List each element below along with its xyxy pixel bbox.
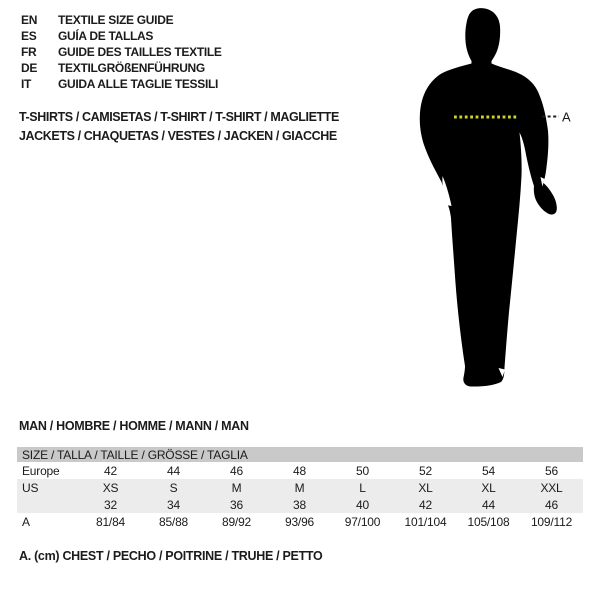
size-table bbox=[17, 447, 583, 530]
language-list bbox=[21, 12, 222, 92]
size-cell: L bbox=[331, 479, 394, 496]
row-label: A bbox=[22, 514, 30, 529]
size-cell: XS bbox=[79, 479, 142, 496]
language-title: GUIDA ALLE TAGLIE TESSILI bbox=[58, 77, 219, 91]
list-item bbox=[21, 12, 222, 28]
size-cell: 54 bbox=[482, 463, 495, 478]
size-cell: 56 bbox=[545, 463, 558, 478]
table-header-row bbox=[17, 447, 583, 462]
size-cell: S bbox=[142, 479, 205, 496]
size-cell: 42 bbox=[104, 463, 117, 478]
size-cell: XL bbox=[457, 479, 520, 496]
list-item bbox=[21, 28, 222, 44]
table-row-chest-a bbox=[17, 513, 583, 530]
size-cell: 97/100 bbox=[344, 514, 381, 529]
size-cell: M bbox=[268, 479, 331, 496]
size-cell: 46 bbox=[230, 463, 243, 478]
size-cell: 44 bbox=[167, 463, 180, 478]
language-code: FR bbox=[21, 45, 37, 59]
measurement-footnote: A. (cm) CHEST / PECHO / POITRINE / TRUHE / PETTO bbox=[19, 549, 323, 563]
language-title: GUIDE DES TAILLES TEXTILE bbox=[58, 45, 222, 59]
language-title: GUÍA DE TALLAS bbox=[58, 29, 154, 43]
size-table-header: SIZE / TALLA / TAILLE / GRÖSSE / TAGLIA bbox=[17, 447, 583, 462]
size-cell: 48 bbox=[293, 463, 306, 478]
size-cell: 109/112 bbox=[530, 514, 573, 529]
size-cell: 101/104 bbox=[404, 514, 447, 529]
language-code: ES bbox=[21, 29, 37, 43]
size-cell: 32 bbox=[79, 496, 142, 513]
size-cell: 52 bbox=[419, 463, 432, 478]
section-title-man: MAN / HOMBRE / HOMME / MANN / MAN bbox=[19, 419, 249, 433]
row-label: US bbox=[17, 479, 79, 496]
size-cell: 44 bbox=[457, 496, 520, 513]
language-title: TEXTILE SIZE GUIDE bbox=[58, 13, 174, 27]
size-cell: 34 bbox=[142, 496, 205, 513]
size-cell: 50 bbox=[356, 463, 369, 478]
language-title: TEXTILGRÖßENFÜHRUNG bbox=[58, 61, 205, 75]
category-list bbox=[19, 108, 339, 146]
size-cell: 42 bbox=[394, 496, 457, 513]
size-cell: 89/92 bbox=[221, 514, 252, 529]
man-silhouette bbox=[408, 5, 575, 400]
size-cell: 81/84 bbox=[95, 514, 126, 529]
size-cell: XL bbox=[394, 479, 457, 496]
size-cell: 38 bbox=[268, 496, 331, 513]
measure-label-a: A bbox=[562, 109, 571, 125]
table-row-alt-size bbox=[17, 496, 583, 513]
size-cell: M bbox=[205, 479, 268, 496]
size-cell: 36 bbox=[205, 496, 268, 513]
size-cell: 46 bbox=[520, 496, 583, 513]
language-code: EN bbox=[21, 13, 38, 27]
language-code: IT bbox=[21, 77, 32, 91]
size-cell: XXL bbox=[520, 479, 583, 496]
row-label bbox=[17, 496, 79, 513]
list-item bbox=[21, 60, 222, 76]
table-row-us bbox=[17, 479, 583, 496]
size-cell: 85/88 bbox=[158, 514, 189, 529]
language-code: DE bbox=[21, 61, 38, 75]
size-table-container bbox=[17, 447, 583, 530]
size-cell: 40 bbox=[331, 496, 394, 513]
size-cell: 93/96 bbox=[284, 514, 315, 529]
category-tshirts: T-SHIRTS / CAMISETAS / T-SHIRT / T-SHIRT / MAGLIETTE bbox=[19, 110, 339, 124]
table-row-europe bbox=[17, 462, 583, 479]
row-label: Europe bbox=[22, 463, 60, 478]
list-item bbox=[21, 76, 222, 92]
list-item bbox=[21, 44, 222, 60]
size-cell: 105/108 bbox=[467, 514, 510, 529]
man-silhouette-body bbox=[420, 8, 557, 386]
category-jackets: JACKETS / CHAQUETAS / VESTES / JACKEN / GIACCHE bbox=[19, 129, 337, 143]
